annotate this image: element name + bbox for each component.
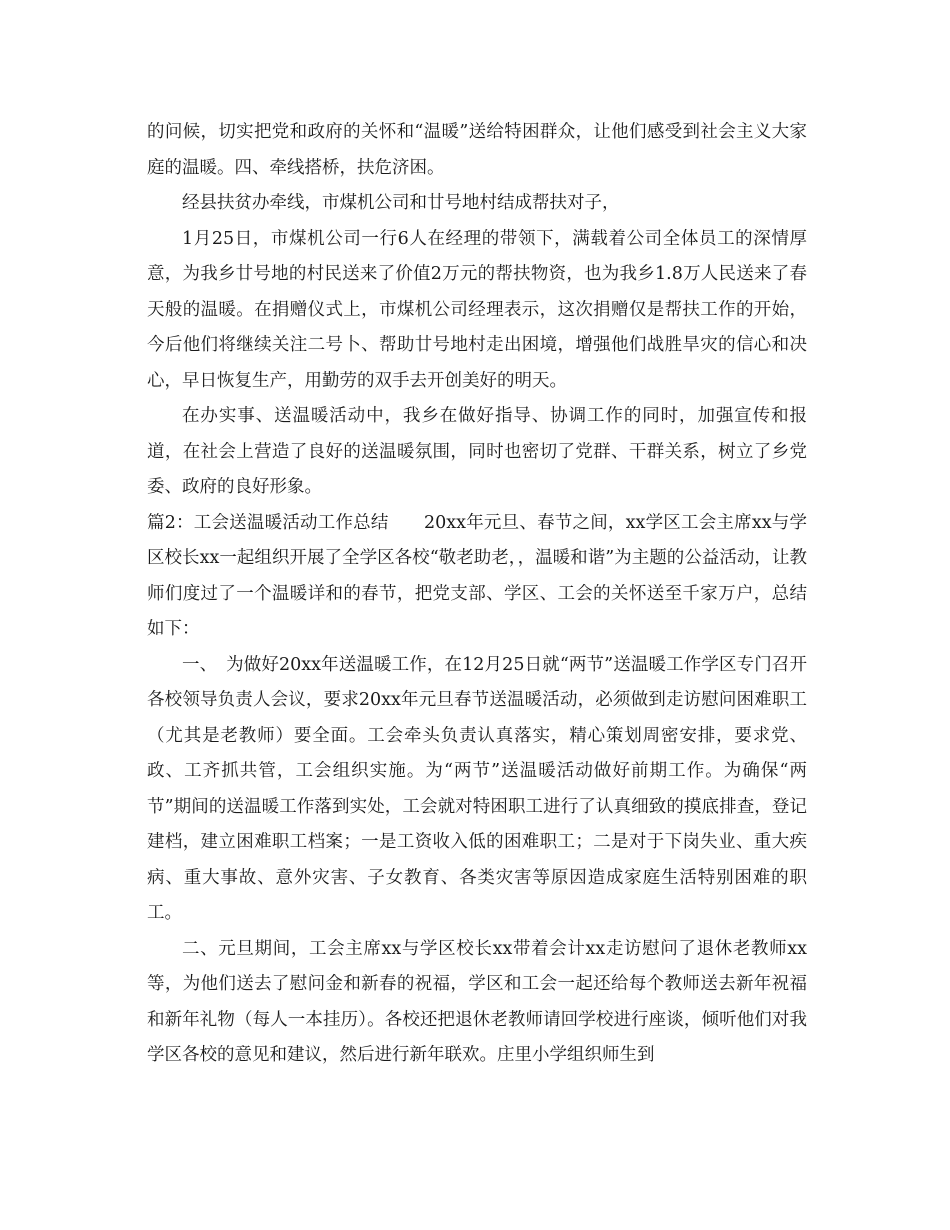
paragraph-4: 在办实事、送温暖活动中，我乡在做好指导、协调工作的同时，加强宣传和报道，在社会上营造了良好的送温暖氛围，同时也密切了党群、干群关系，树立了乡党委、政府的良好形象。 (147, 406, 807, 497)
paragraph-7: 二、元旦期间，工会主席xx与学区校长xx带着会计xx走访慰问了退休老教师xx等，为他们送去了慰问金和新春的祝福，学区和工会一起还给每个教师送去新年祝福和新年礼物（每人一本挂历）。各校还把退休老教师请回学校进行座谈，倾听他们对我学区各校的意见和建议，然后进行新年联欢。庄里小学组织师生到 (147, 938, 807, 1065)
paragraph-2: 经县扶贫办牵线，市煤机公司和廿号地村结成帮扶对子， (182, 193, 620, 213)
paragraph-3: 1月25日，市煤机公司一行6人在经理的带领下，满载着公司全体员工的深情厚意，为我乡廿号地的村民送来了价值2万元的帮扶物资，也为我乡1.8万人民送来了春天般的温暖。在捐赠仪式上，市煤机公司经理表示，这次捐赠仅是帮扶工作的开始，今后他们将继续关注二号卜、帮助廿号地村走出困境，增强他们战胜旱灾的信心和决心，早日恢复生产，用勤劳的双手去开创美好的明天。 (147, 228, 807, 391)
paragraph-6: 一、 为做好20xx年送温暖工作，在12月25日就“两节”送温暖工作学区专门召开各校领导负责人会议，要求20xx年元旦春节送温暖活动，必须做到走访慰问困难职工（尤其是老教师）要全面。工会牵头负责认真落实，精心策划周密安排，要求党、政、工齐抓共管，工会组织实施。为“两节”送温暖活动做好前期工作。为确保“两节”期间的送温暖工作落到实处，工会就对特困职工进行了认真细致的摸底排查，登记建档，建立困难职工档案；一是工资收入低的困难职工；二是对于下岗失业、重大疾病、重大事故、意外灾害、子女教育、各类灾害等原因造成家庭生活特别困难的职工。 (147, 654, 807, 923)
paragraph-5: 篇2：工会送温暖活动工作总结 20xx年元旦、春节之间，xx学区工会主席xx与学区校长xx一起组织开展了全学区各校“敬老助老，，温暖和谐”为主题的公益活动，让教师们度过了一个温暖详和的春节，把党支部、学区、工会的关怀送至千家万户，总结如下： (147, 512, 807, 639)
document-body (147, 115, 807, 1074)
paragraph-1: 的问候，切实把党和政府的关怀和“温暖”送给特困群众，让他们感受到社会主义大家庭的温暖。四、牵线搭桥，扶危济困。 (147, 122, 807, 178)
